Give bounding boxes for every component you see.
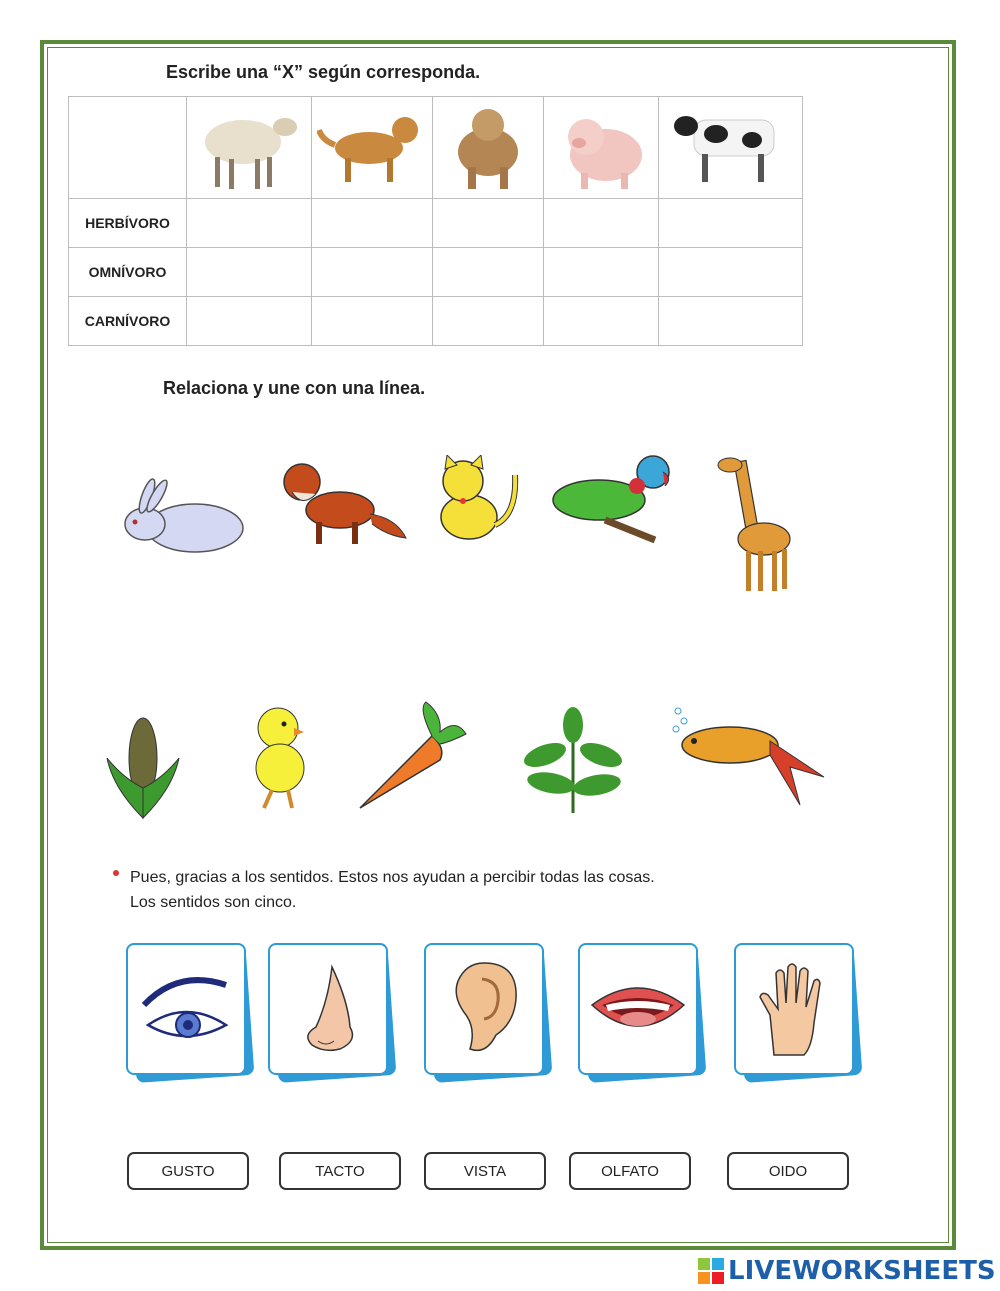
row-label-herbivoro: HERBÍVORO — [69, 199, 187, 248]
hand-card[interactable] — [734, 943, 864, 1081]
answer-gusto[interactable]: GUSTO — [127, 1152, 249, 1190]
pig-image — [544, 97, 659, 199]
sheep-image — [187, 97, 312, 199]
answer-cell[interactable] — [544, 248, 659, 297]
answer-cell[interactable] — [433, 248, 544, 297]
eye-card[interactable] — [126, 943, 256, 1081]
answer-cell[interactable] — [187, 248, 312, 297]
answer-cell[interactable] — [312, 297, 433, 346]
ear-icon — [446, 959, 522, 1059]
answer-olfato[interactable]: OLFATO — [569, 1152, 691, 1190]
senses-sentence-line1: Pues, gracias a los sentidos. Estos nos ayudan a percibir todas las cosas. — [130, 869, 655, 886]
corner-cell — [69, 97, 187, 199]
cougar-image — [433, 97, 544, 199]
section2-heading: Relaciona y une con una línea. — [163, 378, 426, 398]
mouth-icon — [588, 977, 688, 1041]
nose-card[interactable] — [268, 943, 398, 1081]
fish-image[interactable] — [670, 705, 828, 813]
row-label-carnivoro: CARNÍVORO — [69, 297, 187, 346]
answer-oido[interactable]: OIDO — [727, 1152, 849, 1190]
senses-sentence-line2: Los sentidos son cinco. — [130, 894, 297, 911]
answer-cell[interactable] — [433, 297, 544, 346]
nose-icon — [288, 961, 368, 1057]
section1-heading: Escribe una “X” según corresponda. — [166, 62, 481, 82]
eye-icon — [138, 969, 234, 1049]
liveworksheets-icon — [698, 1258, 724, 1284]
answer-tacto[interactable]: TACTO — [279, 1152, 401, 1190]
hand-icon — [756, 959, 832, 1059]
cow-image — [659, 97, 803, 199]
mouth-card[interactable] — [578, 943, 708, 1081]
answer-cell[interactable] — [544, 297, 659, 346]
corn-image[interactable] — [103, 708, 183, 820]
dog-image — [312, 97, 433, 199]
answer-cell[interactable] — [659, 297, 803, 346]
answer-cell[interactable] — [187, 297, 312, 346]
plant-image[interactable] — [515, 705, 633, 813]
parrot-image[interactable] — [545, 450, 675, 546]
answer-cell[interactable] — [433, 199, 544, 248]
rabbit-image[interactable] — [115, 478, 250, 556]
carrot-image[interactable] — [356, 698, 470, 812]
classification-table — [68, 96, 803, 346]
cat-image[interactable] — [425, 455, 525, 543]
answer-vista[interactable]: VISTA — [424, 1152, 546, 1190]
chick-image[interactable] — [248, 700, 312, 812]
brand-text: LIVEWORKSHEETS — [728, 1256, 996, 1286]
answer-cell[interactable] — [187, 199, 312, 248]
ear-card[interactable] — [424, 943, 554, 1081]
bullet-point — [113, 870, 119, 876]
answer-cell[interactable] — [659, 248, 803, 297]
answer-cell[interactable] — [312, 248, 433, 297]
answer-cell[interactable] — [659, 199, 803, 248]
liveworksheets-logo[interactable] — [698, 1256, 996, 1286]
row-label-omnivoro: OMNÍVORO — [69, 248, 187, 297]
answer-cell[interactable] — [544, 199, 659, 248]
fox-image[interactable] — [284, 464, 406, 544]
answer-cell[interactable] — [312, 199, 433, 248]
giraffe-image[interactable] — [710, 455, 794, 595]
